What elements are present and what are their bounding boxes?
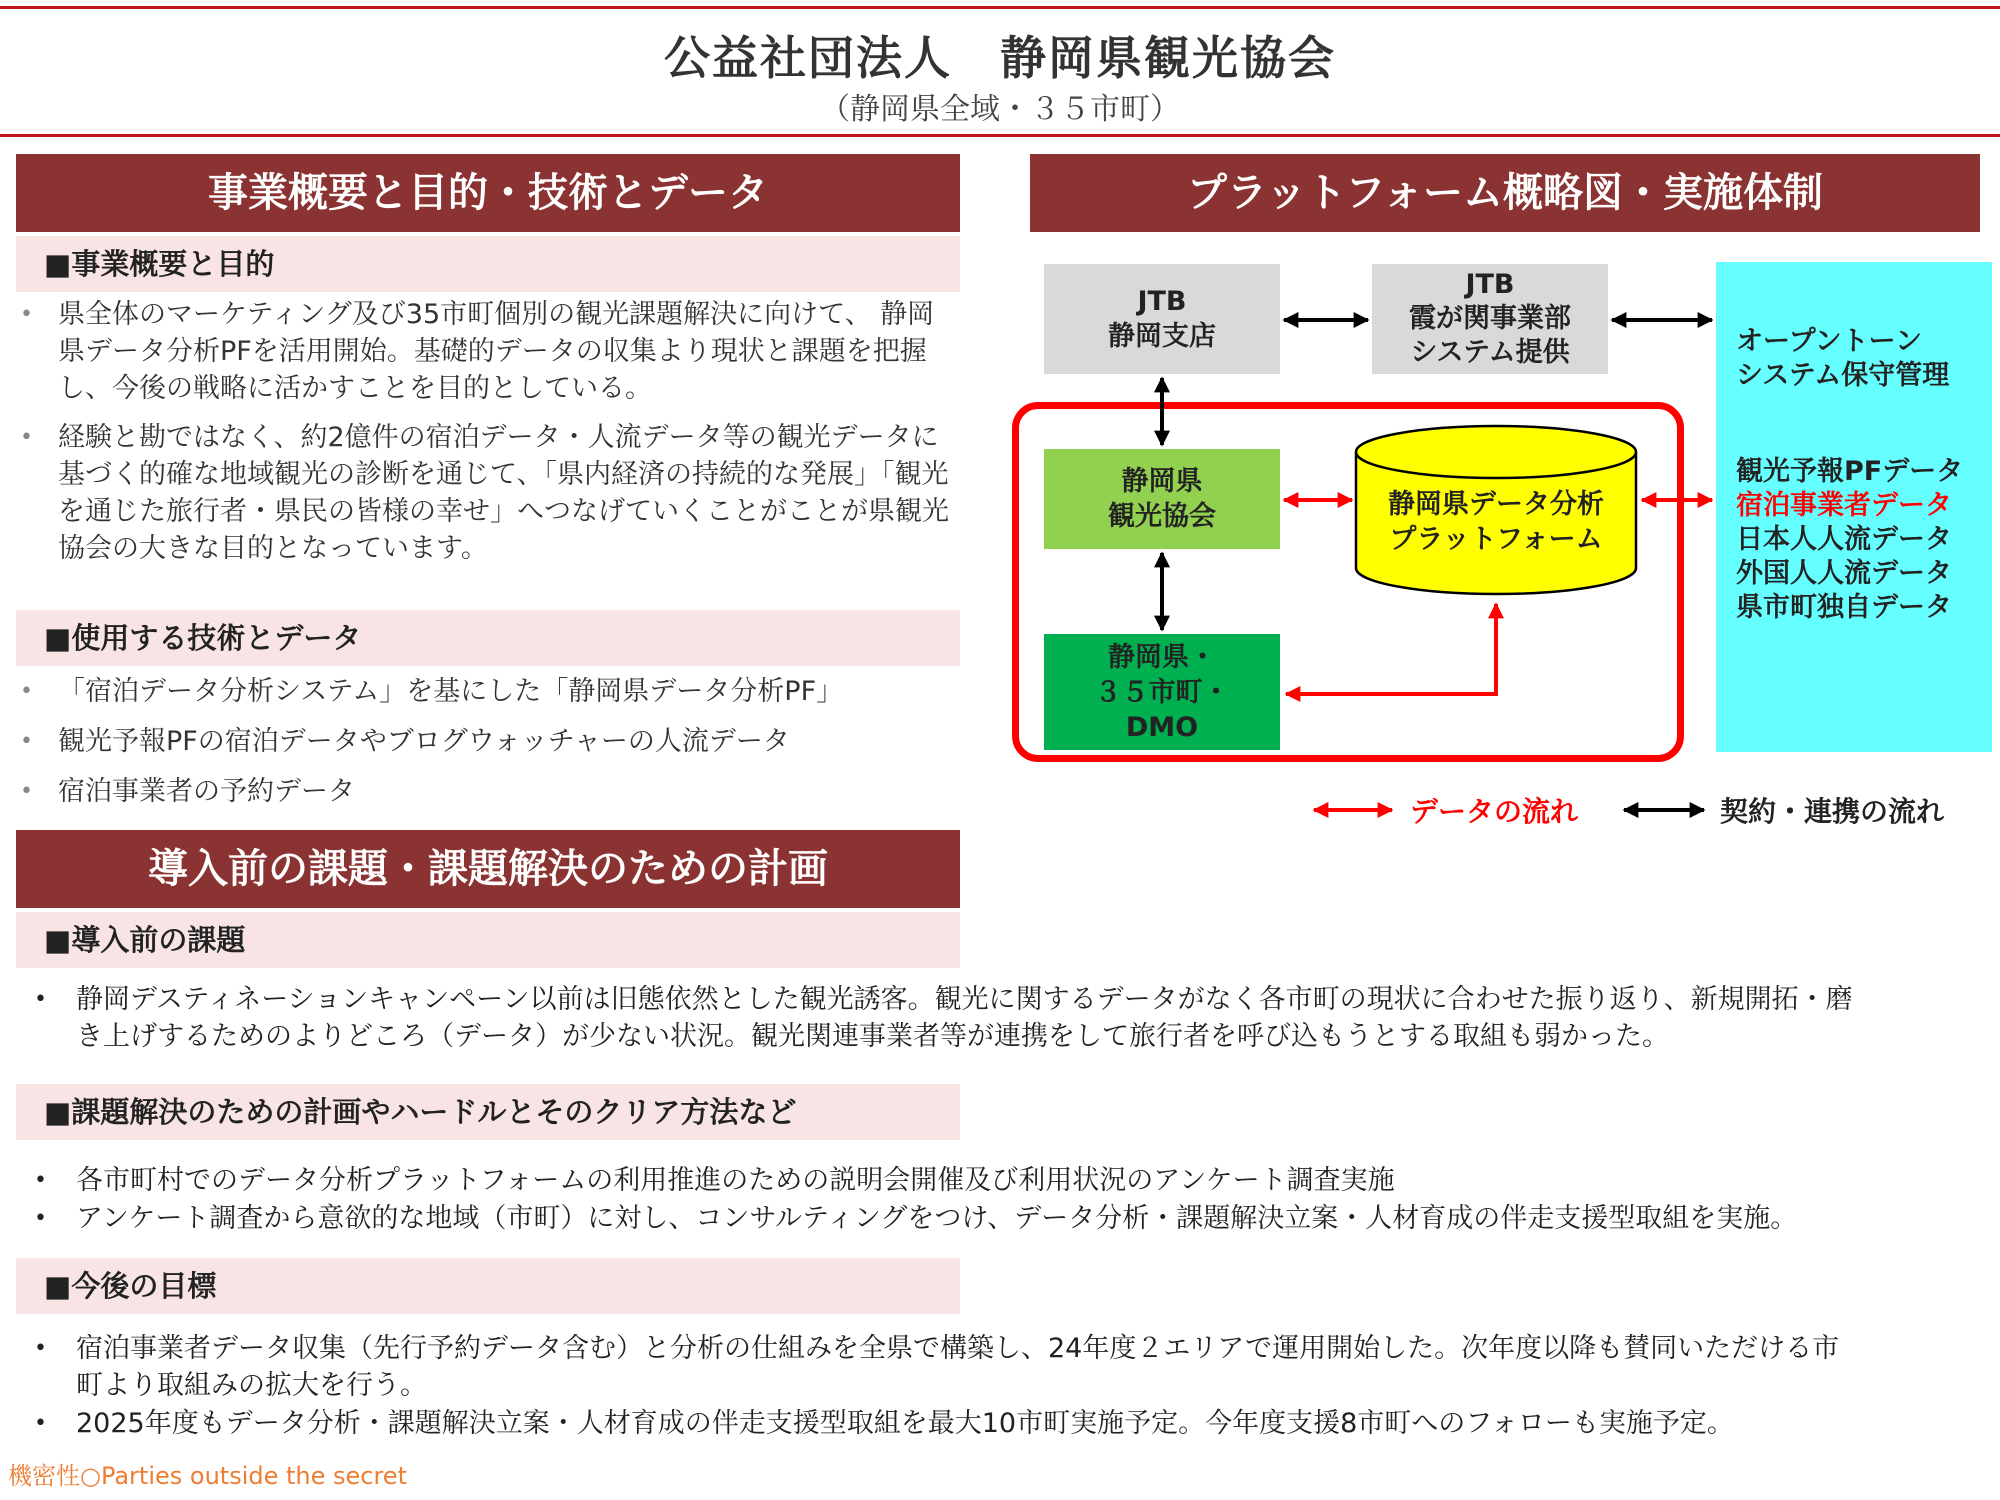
plan-bullet [34,1200,1874,1237]
node-platform-label: 静岡県データ分析 プラットフォーム [1388,489,1604,555]
overview-bullet-text: 経験と勘ではなく、約2億件の宿泊データ・人流データ等の観光データに基づく的確な地域観光の診断を通じて、「県内経済の持続的な発展」「観光を通じた旅行者・県民の皆様の幸せ」へつなげていくことがことが県観光協会の大きな目的となっています。 [58,422,949,564]
node-jtb-kasumigaseki: JTB 霞が関事業部 システム提供 [1372,264,1608,374]
goal-heading: ■今後の目標 [16,1258,960,1314]
data-item: 県市町独自データ [1736,592,1952,623]
data-item: 外国人人流データ [1736,558,1952,589]
bullet-dot: • [20,779,33,804]
goal-bullet [34,1330,1854,1404]
tech-bullet-text: 観光予報PFの宿泊データやブログウォッチャーの人流データ [58,726,790,757]
overview-bullet-text: 県全体のマーケティング及び35市町個別の観光課題解決に向けて、 静岡県データ分析PFを活用開始。基礎的データの収集より現状と課題を把握し、今後の戦略に活かすことを目的としている。 [58,299,935,404]
node-jtb-branch: JTB 静岡支店 [1044,264,1280,374]
goal-bullet [34,1405,1874,1442]
plan-bullet-text: アンケート調査から意欲的な地域（市町）に対し、コンサルティングをつけ、データ分析・課題解決立案・人材育成の伴走支援型取組を実施。 [76,1203,1798,1234]
node-tourism-association: 静岡県 観光協会 [1044,449,1280,549]
node-municipalities-dmo: 静岡県・ ３５市町・ DMO [1044,634,1280,750]
overview-heading: ■事業概要と目的 [16,236,960,292]
bullet-dot: • [20,425,33,450]
tech-bullet-text: 「宿泊データ分析システム」を基にした「静岡県データ分析PF」 [58,676,844,707]
issues-bullet-text: 静岡デスティネーションキャンペーン以前は旧態依然とした観光誘客。観光に関するデータがなく各市町の現状に合わせた振り返り、新規開拓・磨き上げするためのよりどころ（データ）が少ない状況。観光関連事業者等が連携をして旅行者を呼び込もうとする取組も弱かった。 [76,984,1853,1052]
section-platform-title: プラットフォーム概略図・実施体制 [1187,170,1823,216]
bullet-dot: • [20,302,33,327]
plan-bullet [34,1162,1874,1199]
page-title: 公益社団法人 静岡県観光協会 [664,31,1336,85]
bullet-dot: • [34,1168,47,1193]
bullet-dot: • [34,987,47,1012]
bullet-dot: • [34,1336,47,1361]
data-item: 宿泊事業者データ [1736,490,1952,521]
goal-bullet-text: 宿泊事業者データ収集（先行予約データ含む）と分析の仕組みを全県で構築し、24年度２エリアで運用開始した。次年度以降も賛同いただける市町より取組みの拡大を行う。 [76,1333,1840,1401]
section-issues-title: 導入前の課題・課題解決のための計画 [148,846,828,892]
plan-bullet-text: 各市町村でのデータ分析プラットフォームの利用推進のための説明会開催及び利用状況のアンケート調査実施 [76,1165,1395,1196]
tech-heading: ■使用する技術とデータ [16,610,960,666]
bullet-dot: • [34,1411,47,1436]
open-tone-label: オープントーン システム保守管理 [1736,326,1950,391]
legend-contract-label: 契約・連携の流れ [1720,795,1945,828]
data-item: 日本人人流データ [1736,524,1952,555]
section-overview-title: 事業概要と目的・技術とデータ [208,170,768,216]
data-item: 観光予報PFデータ [1736,456,1964,487]
goal-bullet-text: 2025年度もデータ分析・課題解決立案・人材育成の伴走支援型取組を最大10市町実施予定。今年度支援8市町へのフォローも実施予定。 [76,1408,1734,1439]
section-issues-bar [16,830,960,908]
arrow-platform-municipal [1286,604,1496,694]
plan-heading: ■課題解決のための計画やハードルとそのクリア方法など [16,1084,960,1140]
confidential-label: 機密性○Parties outside the secret [8,1462,407,1490]
tech-bullet-text: 宿泊事業者の予約データ [58,776,355,807]
bullet-dot: • [20,679,33,704]
issues-heading: ■導入前の課題 [16,912,960,968]
issues-bullet [34,981,1874,1055]
legend-data-label: データの流れ [1410,795,1579,828]
bullet-dot: • [34,1206,47,1231]
page-subtitle: （静岡県全域・３５市町） [820,92,1180,127]
bullet-dot: • [20,729,33,754]
